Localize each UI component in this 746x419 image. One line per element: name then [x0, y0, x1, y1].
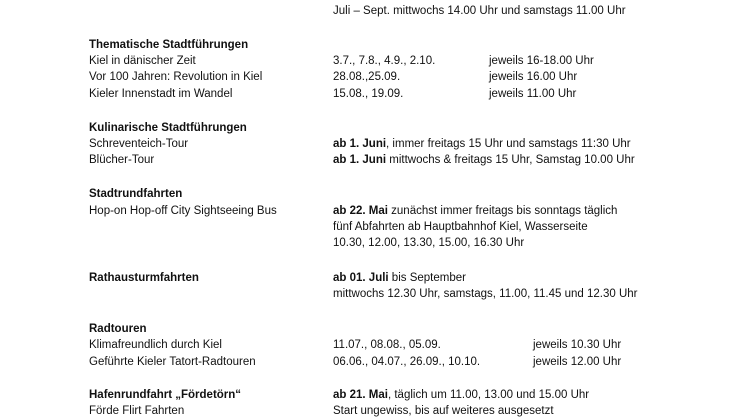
kulinarische-row-2-detail: mittwochs & freitags 15 Uhr, Samstag 10.00 Uhr	[386, 154, 635, 166]
thematische-row-3-dates: 15.08., 19.09.	[333, 88, 404, 100]
hafen-detail: , täglich um 11.00, 13.00 und 15.00 Uhr	[387, 389, 590, 401]
stadtrundfahrten-start: ab 22. Mai	[333, 205, 388, 217]
intro-schedule: Juli – Sept. mittwochs 14.00 Uhr und samstags 11.00 Uhr	[333, 5, 626, 17]
stadtrundfahrten-line-3: 10.30, 12.00, 13.30, 15.00, 16.30 Uhr	[333, 237, 525, 249]
kulinarische-row-2-schedule	[333, 153, 635, 167]
stadtrundfahrten-detail: zunächst immer freitags bis sonntags täglich	[387, 205, 618, 217]
kulinarische-row-1-title: Schreventeich-Tour	[89, 138, 189, 150]
kulinarische-row-2-title: Blücher-Tour	[89, 154, 155, 166]
hafen-schedule	[333, 388, 589, 402]
hafen-title-2: Förde Flirt Fahrten	[89, 405, 185, 417]
heading-thematische: Thematische Stadtführungen	[89, 39, 249, 51]
radtouren-row-2-dates: 06.06., 04.07., 26.09., 10.10.	[333, 356, 481, 368]
thematische-row-1-dates: 3.7., 7.8., 4.9., 2.10.	[333, 55, 436, 67]
stadtrundfahrten-line-2: fünf Abfahrten ab Hauptbahnhof Kiel, Wasserseite	[333, 221, 588, 233]
radtouren-row-2-title: Geführte Kieler Tatort-Radtouren	[89, 356, 256, 368]
heading-rathausturm: Rathausturmfahrten	[89, 272, 199, 284]
stadtrundfahrten-title: Hop-on Hop-off City Sightseeing Bus	[89, 205, 277, 217]
kulinarische-row-2-start: ab 1. Juni	[333, 154, 387, 166]
heading-stadtrundfahrten: Stadtrundfahrten	[89, 188, 183, 200]
heading-radtouren: Radtouren	[89, 323, 147, 335]
hafen-line-2: Start ungewiss, bis auf weiteres ausgesetzt	[333, 405, 554, 417]
rathausturm-schedule	[333, 271, 466, 285]
rathausturm-line-2: mittwochs 12.30 Uhr, samstags, 11.00, 11.45 und 12.30 Uhr	[333, 288, 638, 300]
thematische-row-2-dates: 28.08.,25.09.	[333, 71, 401, 83]
rathausturm-detail: bis September	[388, 272, 466, 284]
kulinarische-row-1-schedule	[333, 137, 631, 151]
thematische-row-3-title: Kieler Innenstadt im Wandel	[89, 88, 233, 100]
rathausturm-start: ab 01. Juli	[333, 272, 389, 284]
hafen-start: ab 21. Mai	[333, 389, 388, 401]
thematische-row-2-title: Vor 100 Jahren: Revolution in Kiel	[89, 71, 263, 83]
radtouren-row-2-time: jeweils 12.00 Uhr	[533, 356, 622, 368]
stadtrundfahrten-schedule	[333, 204, 617, 218]
thematische-row-3-time: jeweils 11.00 Uhr	[489, 88, 577, 100]
radtouren-row-1-time: jeweils 10.30 Uhr	[533, 339, 622, 351]
thematische-row-1-title: Kiel in dänischer Zeit	[89, 55, 196, 67]
heading-hafen: Hafenrundfahrt „Fördetörn“	[89, 389, 242, 401]
kulinarische-row-1-detail: , immer freitags 15 Uhr und samstags 11:30 Uhr	[386, 138, 631, 150]
heading-kulinarische: Kulinarische Stadtführungen	[89, 122, 247, 134]
radtouren-row-1-dates: 11.07., 08.08., 05.09.	[333, 339, 441, 351]
radtouren-row-1-title: Klimafreundlich durch Kiel	[89, 339, 222, 351]
thematische-row-2-time: jeweils 16.00 Uhr	[489, 71, 578, 83]
thematische-row-1-time: jeweils 16-18.00 Uhr	[489, 55, 594, 67]
kulinarische-row-1-start: ab 1. Juni	[333, 138, 387, 150]
